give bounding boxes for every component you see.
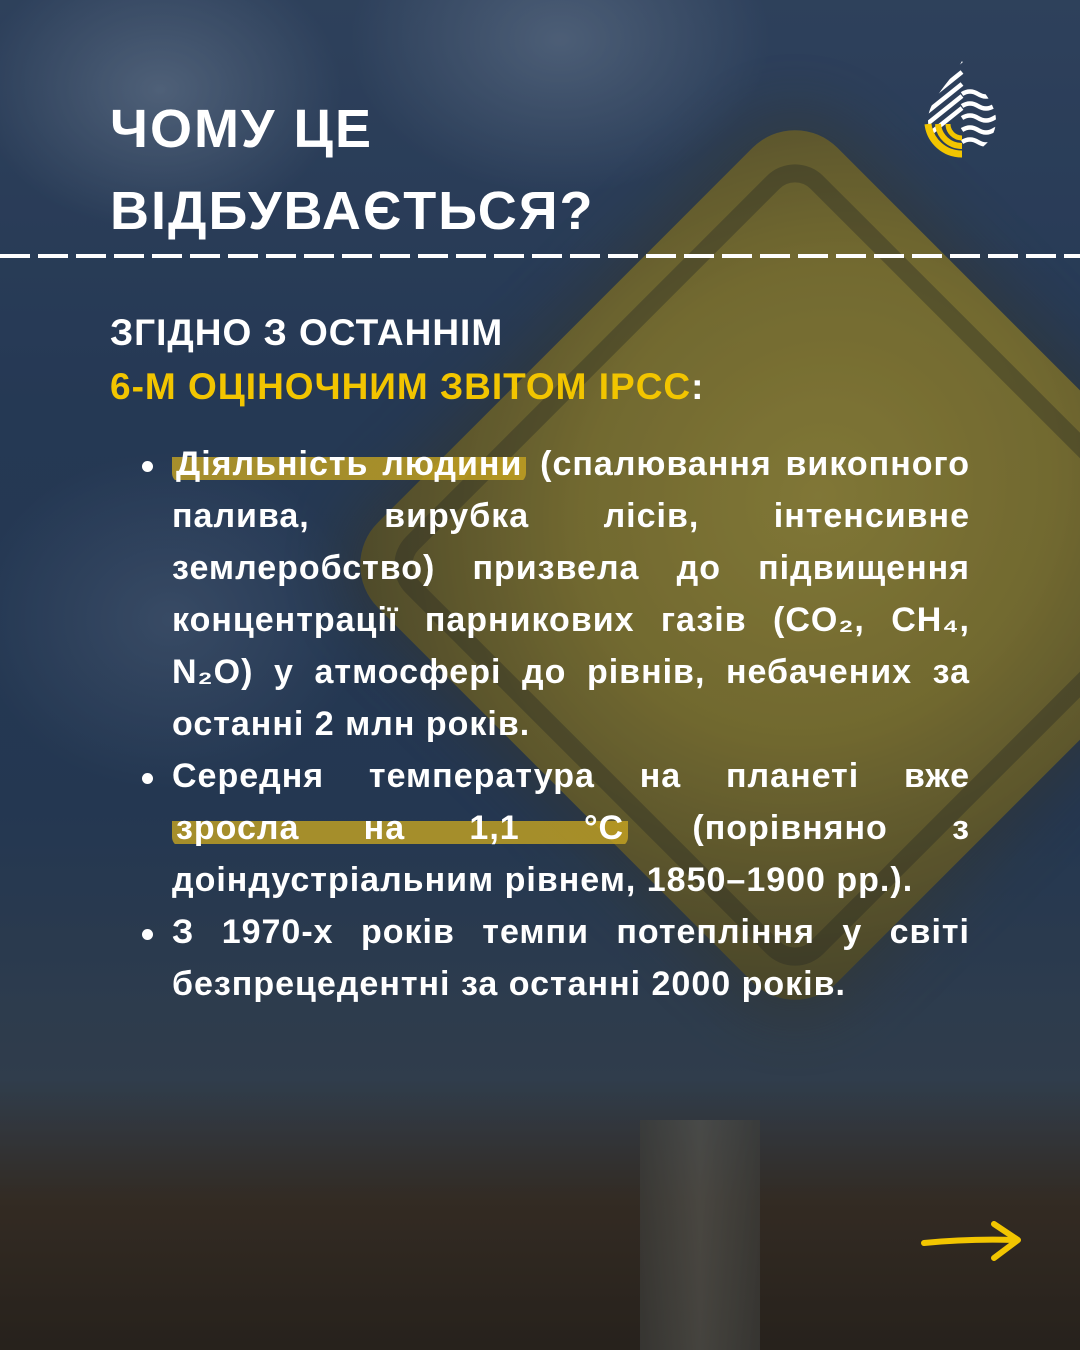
highlight-temperature-rise: зросла на 1,1 °C [172,809,628,847]
subtitle [110,306,704,414]
bullet-1-text: (спалювання викопного палива, вирубка лісів, інтенсивне землеробство) призвела до підвищення концентрації парникових газів (CO₂, CH₄, N₂O) у атмосфері до рівнів, небачених за останні 2 млн років. [172,445,970,743]
bullet-2-text-after: (порівняно з доіндустріальним рівнем, 1850–1900 рр.). [172,809,970,899]
subtitle-accent: 6-М ОЦІНОЧНИМ ЗВІТОМ IPCC [110,366,692,407]
bullet-item-2 [172,750,970,906]
highlight-human-activity: Діяльність людини [172,445,526,483]
bullet-item-3 [172,906,970,1010]
drop-logo-icon [922,58,1002,158]
bullet-item-1 [172,438,970,750]
dashed-divider [0,254,1080,258]
bullet-3-text: З 1970-х років темпи потепління у світі безпрецедентні за останні 2000 років. [172,913,970,1003]
title-line-2: ВІДБУВАЄТЬСЯ? [110,181,595,241]
bullet-2-text-before: Середня температура на планеті вже [172,757,970,795]
bullet-list [172,438,970,1010]
title-line-1: ЧОМУ ЦЕ [110,99,373,159]
subtitle-colon: : [691,366,705,407]
page-title [110,88,595,252]
subtitle-line-1: ЗГІДНО З ОСТАННІМ [110,312,504,353]
arrow-right-icon[interactable] [920,1218,1024,1264]
